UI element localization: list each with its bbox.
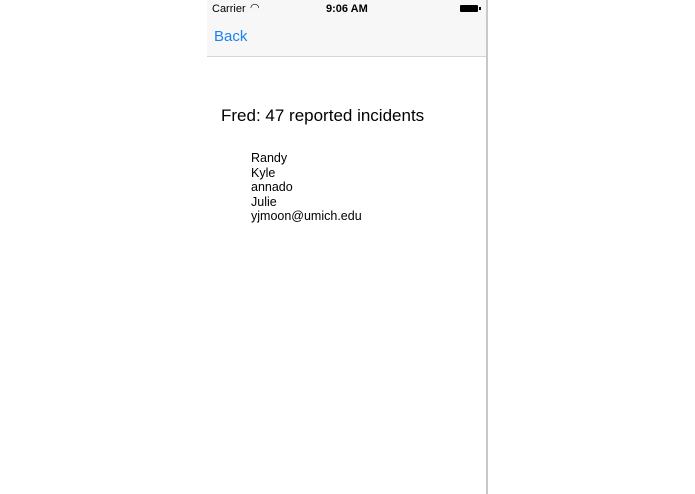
name-list [251,151,362,224]
phone-screen [207,0,488,494]
wifi-icon: ◠ [250,2,260,14]
list-item: Julie [251,194,277,209]
page-title: Fred: 47 reported incidents [221,106,425,125]
navigation-bar [207,0,486,57]
back-button[interactable]: Back [214,28,248,45]
carrier-label: Carrier [212,3,246,15]
list-item: annado [251,180,293,194]
list-item: Kyle [251,165,276,180]
battery-icon [460,5,478,12]
clock: 9:06 AM [326,3,368,15]
list-item: yjmoon@umich.edu [251,209,362,223]
list-item: Randy [251,151,288,165]
